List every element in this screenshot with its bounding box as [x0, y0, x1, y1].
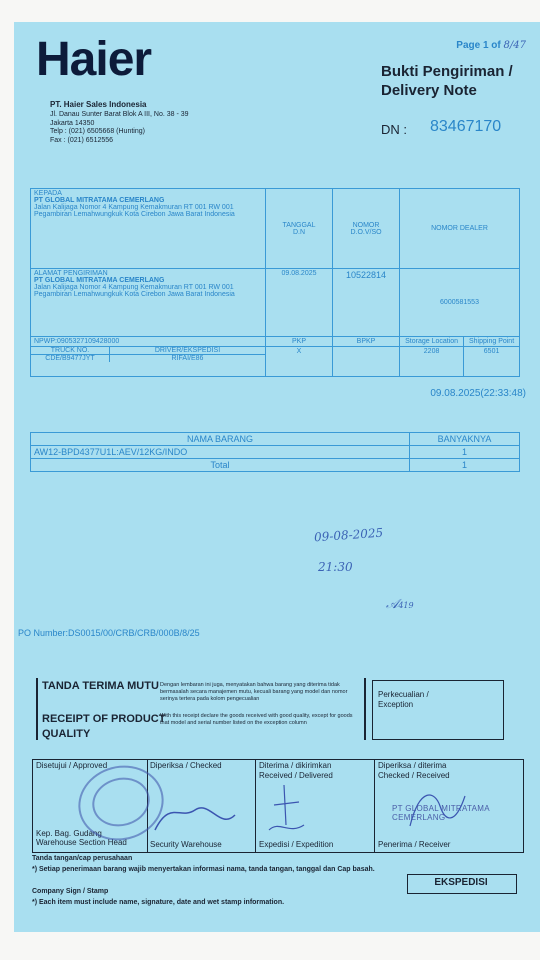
sig-gudang: Kep. Bag. Gudang Warehouse Section Head — [36, 829, 127, 847]
handwritten-initials: 𝒜419 — [386, 597, 414, 612]
footer-note-en: *) Each item must include name, signature, date and wet stamp information. — [32, 899, 285, 906]
shipping-header: Shipping Point — [464, 337, 520, 347]
sig-delivered: Diterima / dikirimkan Received / Delivered — [259, 761, 333, 780]
footer-tanda: Tanda tangan/cap perusahaan — [32, 855, 133, 862]
sig-divider-2 — [255, 759, 256, 852]
footer-company-sign: Company Sign / Stamp — [32, 888, 109, 895]
handwritten-date: 09-08-2025 — [313, 525, 384, 545]
quality-label: QUALITY — [42, 728, 91, 740]
dn-number: 83467170 — [430, 118, 502, 135]
bpkp-header: BPKP — [333, 337, 400, 347]
company-name: PT. Haier Sales Indonesia — [50, 100, 147, 109]
items-header-qty: BANYAKNYA — [410, 433, 520, 446]
items-table — [30, 432, 520, 472]
npwp-cell: NPWP:0905327109428000 — [31, 337, 266, 347]
alamat-cell: ALAMAT PENGIRIMAN PT GLOBAL MITRATAMA CEMERLANG Jalan Kalijaga Nomor 4 Kampung Kemakmuran RT 001 RW 001 Pegambiran Lemahwungkuk Kota Cirebon Jawa Barat Indonesia — [31, 269, 266, 337]
page-number: Page 1 of 8/47 — [456, 40, 526, 51]
item-qty: 1 — [410, 446, 520, 459]
receipt-label: RECEIPT OF PRODUCT — [42, 713, 166, 725]
terima-text-en: With this receipt declare the goods received with good quality, except for goods that model and serial number listed on the exception column — [160, 713, 353, 726]
sig-expedisi: Expedisi / Expedition — [259, 840, 334, 849]
storage-value: 2208 — [400, 347, 464, 377]
bpkp-value — [333, 347, 400, 377]
nomor-value: 10522814 — [333, 269, 400, 337]
sig-security: Security Warehouse — [150, 840, 222, 849]
recipient-table — [30, 188, 520, 377]
sig-divider-3 — [374, 759, 375, 852]
item-name: AW12-BPD4377U1L:AEV/12KG/INDO — [31, 446, 410, 459]
security-signature — [150, 790, 240, 840]
item-row — [31, 446, 520, 459]
shipping-value: 6501 — [464, 347, 520, 377]
document-title: Bukti Pengiriman / Delivery Note — [381, 63, 513, 99]
terima-text-id: Dengan lembaran ini juga, menyatakan bahwa barang yang diterima tidak bermasalah secara manajemen mutu, kecuali barang yang model dan nomor serinya tertera pada kolom pengecualian — [160, 682, 348, 702]
company-address: Jl. Danau Sunter Barat Blok A III, No. 38 - 39 Jakarta 14350 Telp : (021) 6505668 (Hunting) Fax : (021) 6512556 — [50, 111, 189, 144]
pkp-value: X — [266, 347, 333, 377]
expedition-signature — [264, 780, 324, 840]
items-header-name: NAMA BARANG — [31, 433, 410, 446]
total-label: Total — [31, 459, 410, 472]
sig-penerima: Penerima / Receiver — [378, 840, 451, 849]
handwritten-time: 21:30 — [318, 560, 353, 574]
truck-driver-cell: TRUCK NO. DRIVER/EKSPEDISI CDE/B9477JYT RIFAI/E86 — [31, 347, 266, 377]
ekspedisi-label: EKSPEDISI — [434, 877, 488, 888]
footer-note-id: *) Setiap penerimaan barang wajib menyertakan informasi nama, tanda tangan, tanggal dan Cap basah. — [32, 866, 375, 873]
dn-label: DN : — [381, 122, 407, 137]
tanggal-value: 09.08.2025 — [266, 269, 333, 337]
tanda-terima-label: TANDA TERIMA MUTU — [42, 680, 159, 692]
dealer-header: NOMOR DEALER — [400, 189, 520, 269]
dealer-value: 6000581553 — [400, 269, 520, 337]
quality-box-right — [364, 678, 366, 740]
exception-box — [372, 680, 504, 740]
sig-checked: Diperiksa / Checked — [150, 761, 222, 770]
sig-received: Diperiksa / diterima Checked / Received — [378, 761, 450, 780]
total-value: 1 — [410, 459, 520, 472]
print-timestamp: 09.08.2025(22:33:48) — [430, 388, 526, 399]
receiver-stamp: PT GLOBAL MITRATAMA CEMERLANG — [392, 804, 490, 822]
po-number: PO Number:DS0015/00/CRB/CRB/000B/8/25 — [18, 628, 200, 638]
exception-label: Perkecualian / Exception — [378, 690, 429, 709]
pkp-header: PKP — [266, 337, 333, 347]
storage-header: Storage Location — [400, 337, 464, 347]
haier-logo: Haier — [36, 33, 152, 86]
kepada-cell: KEPADA PT GLOBAL MITRATAMA CEMERLANG Jalan Kalijaga Nomor 4 Kampung Kemakmuran RT 001 RW 001 Pegambiran Lemahwungkuk Kota Cirebon Jawa Barat Indonesia — [31, 189, 266, 269]
nomor-header: NOMOR D.O.V/SO — [333, 189, 400, 269]
receiver-signature — [400, 776, 470, 836]
tanggal-header: TANGGAL D.N — [266, 189, 333, 269]
sig-approved: Disetujui / Approved — [36, 761, 108, 770]
